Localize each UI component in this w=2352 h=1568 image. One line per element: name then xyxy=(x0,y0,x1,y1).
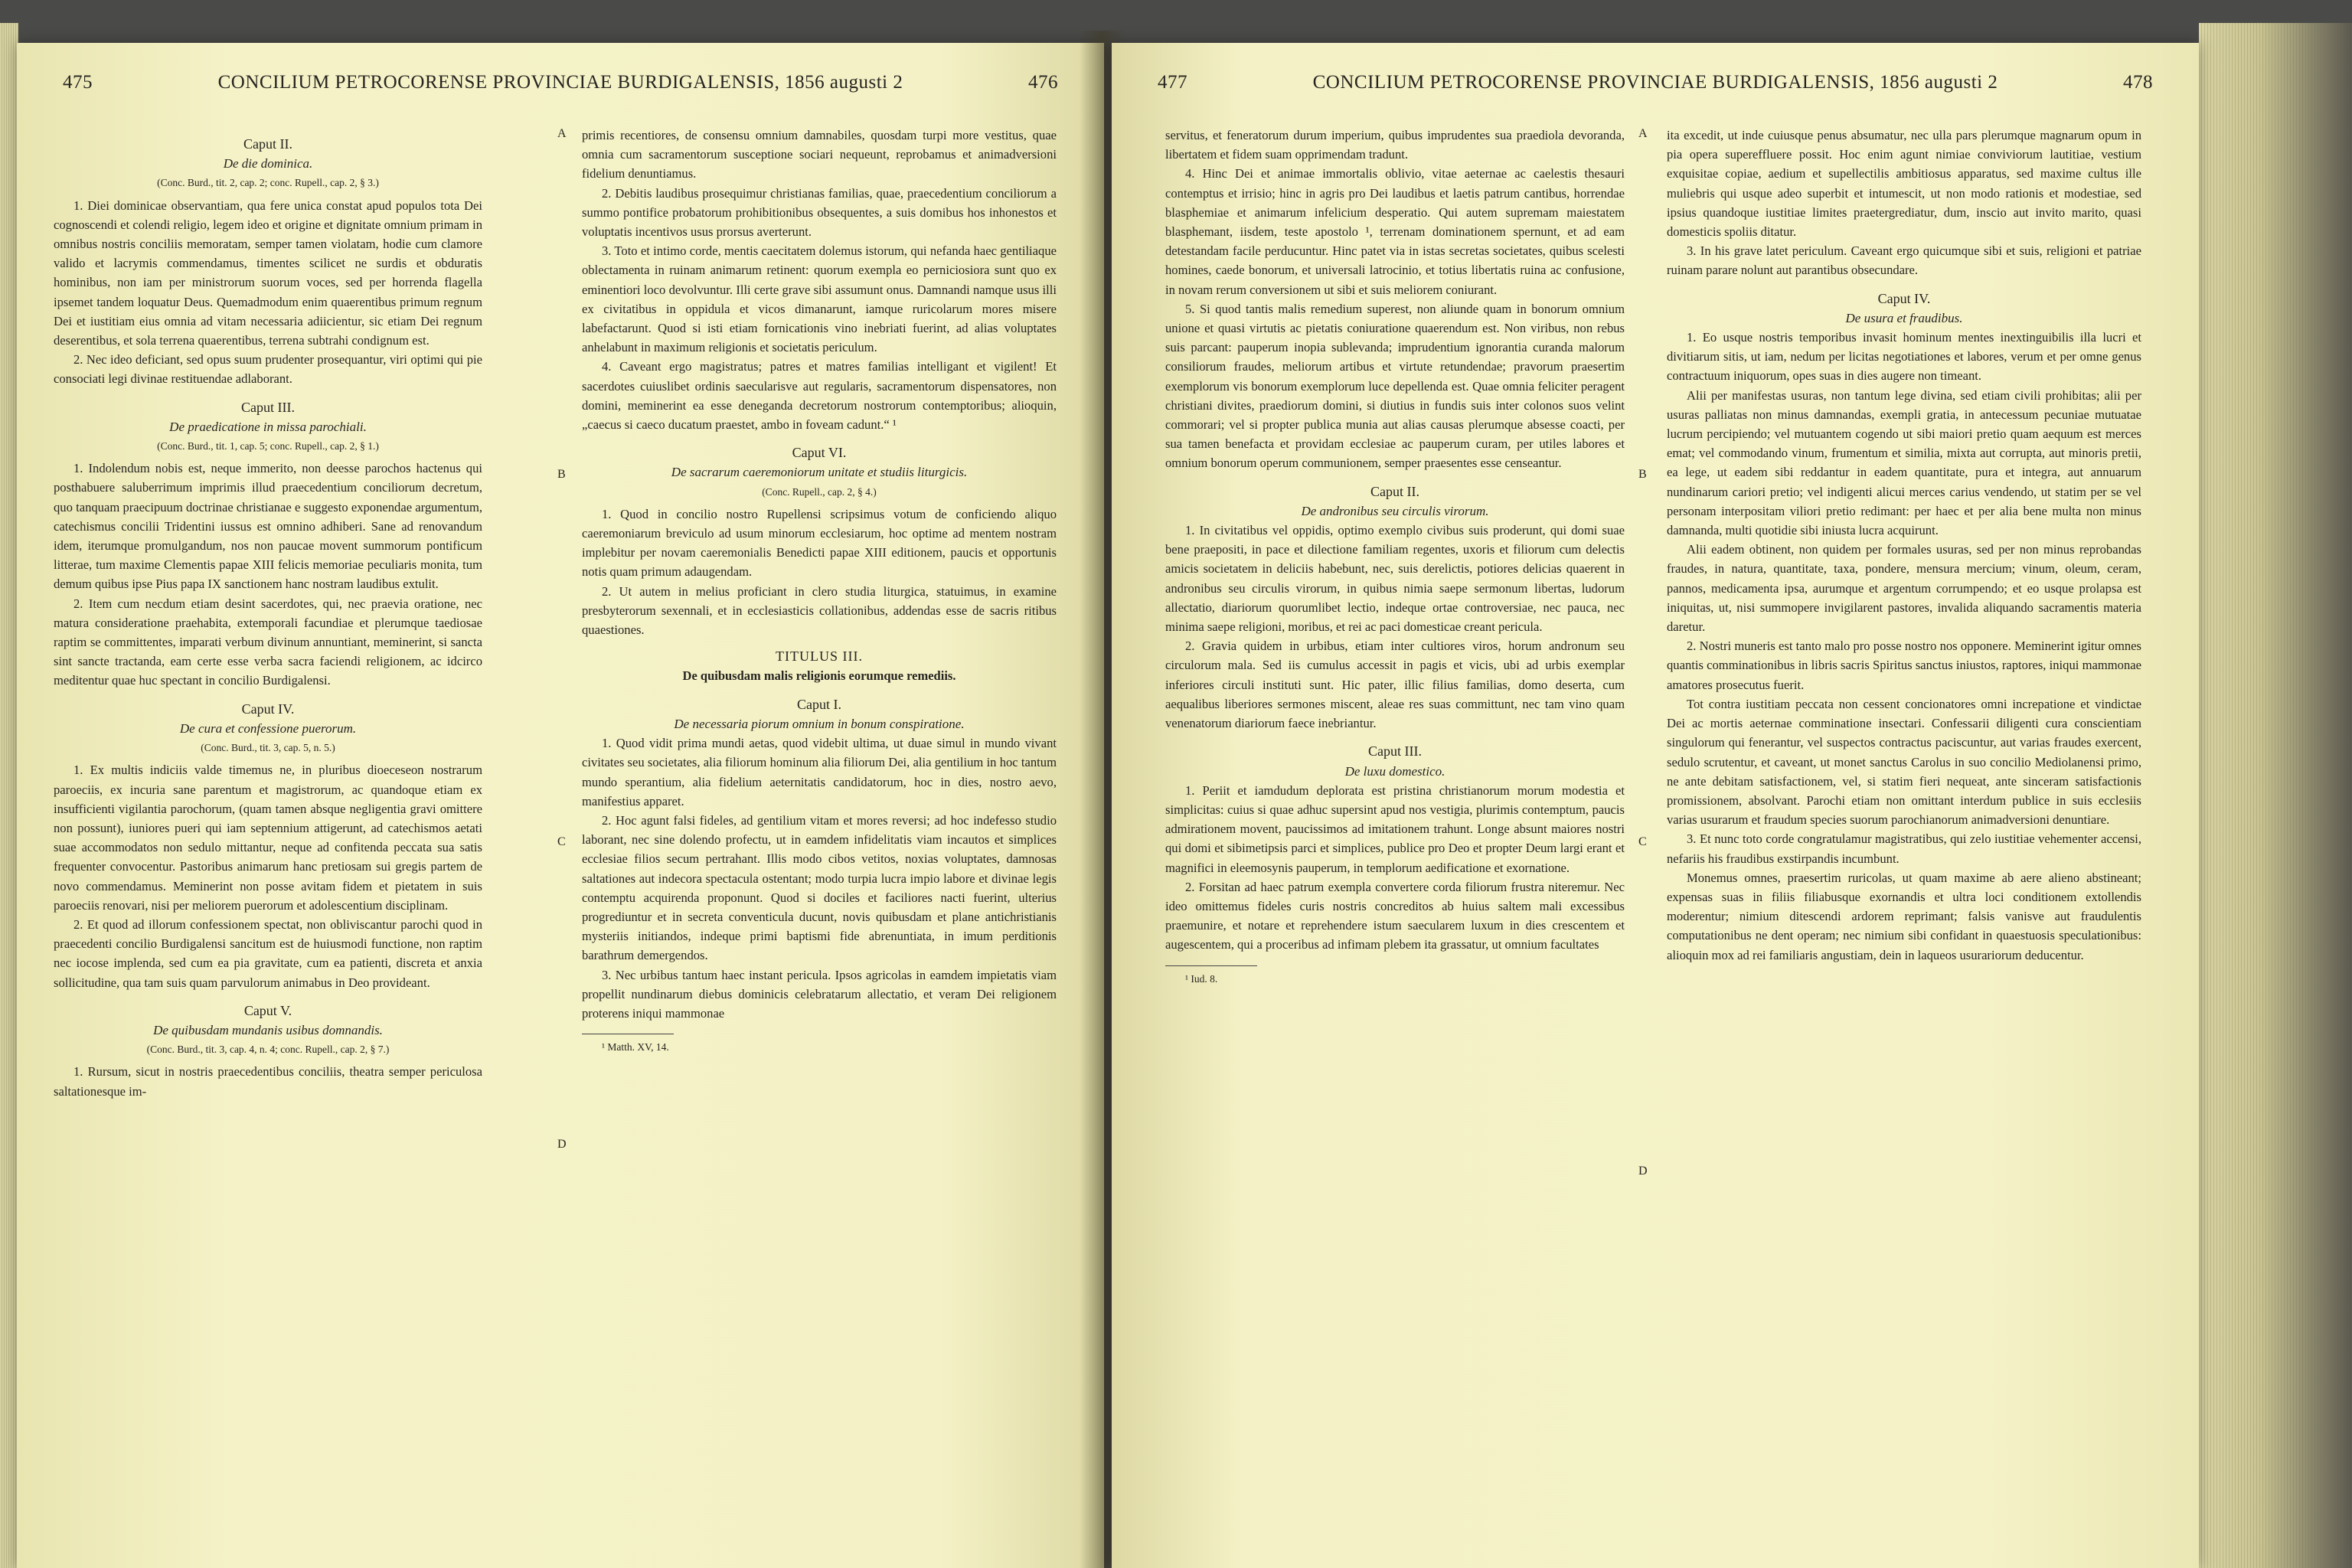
chapter-heading: Caput VI. xyxy=(792,445,847,461)
chapter-subtitle: De cura et confessione puerorum. xyxy=(179,720,357,736)
chapter-heading: Caput III. xyxy=(241,399,295,415)
chapter-heading: Caput II. xyxy=(243,136,292,152)
paragraph: Tot contra iustitiam peccata non cessent concionatores omni increpatione et vindictae Dei ac mortis aeternae comminatione insectari. Confessarii diligenti cura conscientiam singulorum qui fenerantur, vel suspectos contractus paciscuntur, aut varias fraudes exercent, sedulo scrutentur, et caveant, ut monet sanctus Carolus in suo concilio Mediolanensi primo, ne ante debitam satisfactionem, vel, si statim fieri nequeat, ante sinceram satisfactionis promissionem, absolvant. Parochi etiam non omittant interdum publice in suis ecclesiis varias usurarum et fraudum species suorum parochianorum animadversioni denuntiare. xyxy=(1667,696,2141,828)
paragraph: 2. Forsitan ad haec patrum exempla convertere corda filiorum frustra niteremur. Nec ideo omittemus fideles curis nostris concreditos ab huius saltem mali excessibus praemunire, et notare et reprehendere istum saecularem luxum in dies crescentem et augescentem, qui a proceribus ad infimam plebem ita grassatur, ut omnium facultates xyxy=(1165,879,1625,952)
left-page-column-1 xyxy=(54,126,482,1101)
page-number-right: 478 xyxy=(2123,72,2153,93)
source-reference: (Conc. Rupell., cap. 2, § 4.) xyxy=(762,485,877,498)
titulus-subtitle: De quibusdam malis religionis eorumque remediis. xyxy=(682,668,956,684)
source-reference: (Conc. Burd., tit. 2, cap. 2; conc. Rupell., cap. 2, § 3.) xyxy=(157,177,379,189)
paragraph: 2. Et quod ad illorum confessionem spectat, non obliviscantur parochi quod in praecedenti concilio Burdigalensi sancitum est de huiusmodi functione, non raptim nec iocose implenda, sed cum ea pia gravitate, cum ea patienti, discreta et anxia sollicitudine, qua tam suis quam parvulorum animabus in Deo provideant. xyxy=(54,916,482,990)
paragraph: 2. Item cum necdum etiam desint sacerdotes, qui, nec praevia oratione, nec matura consideratione praehabita, extemporali facundiae et plerumque taediosae raptim se committentes, imparati verbum divinum annuntiant, meminerint, si sancta sint sancte tractanda, eam certe esse verba sacra faciendi religionem, ac idcirco meditentur quae huc spectant in concilio Burdigalensi. xyxy=(54,596,482,688)
footnote: ¹ Matth. XV, 14. xyxy=(602,1041,669,1054)
chapter-heading: Caput V. xyxy=(243,1002,292,1018)
margin-letter-a: A xyxy=(1638,127,1648,140)
paragraph: 5. Si quod tantis malis remedium superest, non aliunde quam in bonorum omnium unione et quasi virtutis ac pietatis coniuratione quaerendum est. Non viribus, non rebus suis parcant: pauperum inopia sublevanda; imprudentium ignorantia curanda malorum consiliorum fraudes, meliorum artibus et virtute retundendae; pravorum praesertim exemplorum vis bonorum exemplorum luce depellenda est. Quae omnia feliciter peragent christiani divites, praediorum domini, si diutius in fundis suis inter colonos suos velint commorari; vel si propter publica munia aut alias causas plerumque absesse coacti, per sua tamen benefacta et providam ecclesiae ac pauperum curam, per utiles labores et omnium bonorum operum communionem, semper praesentes esse censeantur. xyxy=(1165,301,1625,471)
margin-letter-c: C xyxy=(557,835,566,848)
paragraph: 4. Caveant ergo magistratus; patres et matres familias intelligant et vigilent! Et sacerdotes cuiuslibet ordinis saecularisve aut regularis, sacramentorum dispensatores, non domini, meminerint ea esse deneganda decretorum nostrorum contemptoribus; alioquin, „caecus si caeco ducatum praestet, ambo in foveam cadunt.“ ¹ xyxy=(582,359,1057,433)
page-number-right: 476 xyxy=(1028,72,1058,93)
paragraph: 3. Et nunc toto corde congratulamur magistratibus, qui zelo iustitiae vehementer accensi, nefariis his fraudibus exstirpandis incumbunt. xyxy=(1667,831,2141,866)
source-reference: (Conc. Burd., tit. 1, cap. 5; conc. Rupell., cap. 2, § 1.) xyxy=(157,440,379,452)
paragraph: 2. Hoc agunt falsi fideles, ad gentilium vitam et mores reversi; ad hoc indefesso studio laborant, nec sine dolendo profectu, ut in eamdem infidelitatis viam incautos et simplices ecclesiae filios secum pertrahant. Illis modo cibos vetitos, noxias voluptates, damnosas saltationes aut indecora spectacula ostentant; modo turpia lucra impio labore et divinae legis contemptu acquirenda proponunt. Quod si dociles et faciliores nacti fuerint, ulterius progrediuntur et in secreta conventicula ducunt, novis quibusdam et plane antichristianis mysteriis initiandos, indeque primi baptismi fide abrenuntiata, in imum perditionis barathrum demergendos. xyxy=(582,812,1057,963)
chapter-subtitle: De die dominica. xyxy=(223,156,313,172)
paragraph: 1. In civitatibus vel oppidis, optimo exemplo civibus suis proderunt, qui domi suae bene praepositi, in pace et dilectione familiam regentes, uxoris et filiorum cum delectis amicis societatem in deliciis habebunt, nec, suis derelictis, potiores delicias quaerent in andronibus seu circulis virorum, in quibus nimia saepe sermonum libertas, ludorum allectatio, diariorum quorumlibet lectio, indeque ortae controversiae, nec pauca, nec minima saepe religioni, moribus, et rei ac paci domesticae creant pericula. xyxy=(1165,523,1625,635)
paragraph: 1. Quod vidit prima mundi aetas, quod videbit ultima, ut duae simul in mundo vivant civitates seu societates, alia filiorum hominum alia filiorum Dei, alia gentilium in hoc tantum mundo sperantium, alia fidelium aeternitatis candidatorum, hoc in dies, nostro aevo, manifestius apparet. xyxy=(582,736,1057,808)
page-number-left: 475 xyxy=(63,72,93,93)
chapter-subtitle: De necessaria piorum omnium in bonum conspiratione. xyxy=(674,716,965,731)
chapter-heading: Caput III. xyxy=(1368,743,1422,760)
left-page-header xyxy=(63,72,1058,103)
margin-letter-b: B xyxy=(1638,468,1647,481)
paragraph: Monemus omnes, praesertim ruricolas, ut quam maxime ab aere alieno abstineant; expensas suas in filiis filiabusque exornandis et ultra loci conditionem extollendis moderentur; nimium ditescendi ardorem reprimant; falsis vanisve aut fraudulentis computationibus ne dent operam; nec nimium sibi confidant in quaestuosis speculationibus: alioquin mox ad rei familiaris angustiam, dein in laqueos usurariorum deducentur. xyxy=(1667,870,2141,962)
paragraph: 1. Eo usque nostris temporibus invasit hominum mentes inextinguibilis illa lucri et divitiarum sitis, ut iam, nedum per licitas negotiationes et labores, verum et per omne genus contractuum iniquorum, opes suas in dies augere non timeant. xyxy=(1667,330,2141,384)
paragraph: Alii per manifestas usuras, non tantum lege divina, sed etiam civili prohibitas; alii per usuras palliatas non minus damnandas, exempli gratia, in antecessum pecuniae mutuatae lucrum percipiendo; vel mutuantem cogendo ut sibi maiori pretio quam aequum est merces emat; vel commodando vinum, frumentum et similia, mixta aut corrupta, aut minoris pretii, ea lege, ut eadem sibi reddantur in eadem quantitate, pura et integra, aut annuarum nundinarum cariori pretio; vel indigenti alicui merces carius vendendo, ut statim per se vel personam interpositam viliori pretio redimant: per haec et per alia bene multa non minus damnanda, multi quotidie sibi iniusta lucra acquirunt. xyxy=(1667,387,2141,538)
footnote-rule xyxy=(1165,965,1257,966)
paragraph: 1. Diei dominicae observantiam, qua fere unica constat apud populos tota Dei cognoscendi et colendi religio, legem ideo et origine et dignitate omnium primam in omnibus nostris conciliis memoratam, semper tamen violatam, hodie cum clamore valido et lacrymis commendamus, timentes scilicet ne surdis et obduratis hominibus, non iam per ministrorum suorum voces, sed per horrenda flagella ipsemet tandem loquatur Deus. Quemadmodum enim quaerentibus primum regnum Dei et iustitiam eius omnia ad vitam necessaria adiicientur, sic etiam Dei regnum deserentibus, et sola terrena quaerentibus, terrena subtrahi condignum est. xyxy=(54,198,482,348)
book-edge-right xyxy=(2199,23,2352,1568)
running-title: CONCILIUM PETROCORENSE PROVINCIAE BURDIGALENSIS, 1856 augusti 2 xyxy=(1312,72,1998,93)
paragraph-continuation: ita excedit, ut inde cuiusque penus absumatur, nec ulla pars plerumque magnarum opum in pia opera supereffluere possit. Hoc enim agunt nimiae conviviorum lautitiae, vestium exquisitae copiae, aedium et supellectilis ambitiosus apparatus, sed maxime cultus ille muliebris qui usque adeo superbit et intumescit, ut non modo rationis et modestiae, sed ipsius quandoque iustitiae limites praetergrediatur, dum, inscio aut invito marito, quasi domesticis spoliis ditatur. xyxy=(1667,128,2141,240)
chapter-subtitle: De sacrarum caeremoniorum unitate et studiis liturgicis. xyxy=(671,465,968,480)
paragraph-continuation: primis recentiores, de consensu omnium damnabiles, quosdam turpi more vestitus, quae omnia cum sacramentorum susceptione sociari nequeunt, reprobamus et animadversioni fidelium denuntiamus. xyxy=(582,128,1057,181)
chapter-subtitle: De luxu domestico. xyxy=(1344,763,1446,779)
right-page-header xyxy=(1158,72,2153,103)
paragraph: 4. Hinc Dei et animae immortalis oblivio, vitae aeternae ac caelestis thesauri contemptus et irrisio; hinc in agris pro Dei laudibus et laetis patrum cantibus, horrendae blasphemiae et animarum infelicium desperatio. Qui autem supremam maiestatem blasphemant, iisdem, teste apostolo ¹, terrenam dominationem spernunt, et ad eam detestandam facile perducuntur. Hinc patet via in istas secretas societates, quibus scelesti homines, caede bonorum, et universali latrocinio, et totius libertatis ruina ac confusione, in novam rerum conversionem ut sibi et suis meliorem coniurant. xyxy=(1165,166,1625,297)
right-page-column-1 xyxy=(1165,126,1625,988)
margin-letter-d: D xyxy=(1638,1165,1648,1178)
margin-letter-d: D xyxy=(557,1138,567,1151)
chapter-heading: Caput I. xyxy=(797,696,841,712)
paragraph: 2. Ut autem in melius proficiant in clero studia liturgica, statuimus, in examine presbyterorum sexennali, et in ecclesiasticis collationibus, addendas esse de sacris ritibus quaestiones. xyxy=(582,583,1057,638)
paragraph: 1. Quod in concilio nostro Rupellensi scripsimus votum de conficiendo aliquo caeremoniarum breviculo ad usum minorum ecclesiarum, hoc optime ad mentem nostram implebitur per novam caeremonialis Benedicti papae XIII editionem, paucis et opportunis notis quam primum adaugendam. xyxy=(582,506,1057,580)
left-page xyxy=(17,43,1104,1568)
chapter-subtitle: De usura et fraudibus. xyxy=(1845,310,1963,325)
source-reference: (Conc. Burd., tit. 3, cap. 5, n. 5.) xyxy=(201,742,335,754)
paragraph: 1. Indolendum nobis est, neque immerito, non deesse parochos hactenus qui posthabuere saluberrimum imprimis illud praecedentium conciliorum decretum, quo tanquam praecipuum doctrinae christianae e suggesto exponendae argumentum, catechismus concilii Tridentini iussus est omnino adhiberi. Sane ad renovandum idem, iterumque promulgandum, nos non paucae movent summorum pontificum litterae, tum maxime Clementis papae XIII felicis memoriae peculiaris monita, tum demum quibus ipse Pius papa IX sanctionem hanc nostram laudibus extulit. xyxy=(54,461,482,592)
paragraph: 1. Ex multis indiciis valde timemus ne, in pluribus dioeceseon nostrarum paroeciis, ex incuria sane parentum et magistrorum, ac quandoque etiam ex insufficienti vigilantia parochorum, (quam tamen absque negligentia gravi omittere non possunt), iuniores pueri qui iam septennium attigerunt, ad catechismos aetati suae accommodatos non sedulo mittantur, neque ad confitenda peccata sua satis frequenter convocentur. Pastoribus animarum hanc pretiosam sui gregis partem de novo commendamus. Meminerint non posse avitam fidem et pietatem in suis paroeciis renovari, nisi per meliorem puerorum et adolescentium disciplinam. xyxy=(54,763,482,913)
paragraph: 1. Rursum, sicut in nostris praecedentibus conciliis, theatra semper periculosa saltationesque im- xyxy=(54,1064,482,1099)
footnote: ¹ Iud. 8. xyxy=(1185,972,1218,985)
paragraph: 3. Nec urbibus tantum haec instant pericula. Ipsos agricolas in eamdem impietatis viam propellit nundinarum diebus dominicis celebratarum allectatio, et veram Dei religionem proterens iniqui mammonae xyxy=(582,967,1057,1021)
chapter-subtitle: De andronibus seu circulis virorum. xyxy=(1301,503,1489,518)
chapter-subtitle: De praedicatione in missa parochiali. xyxy=(169,419,367,434)
paragraph: 2. Nec ideo deficiant, sed opus suum prudenter prosequantur, viri optimi qui pie consociati legi divinae restituendae adlaborant. xyxy=(54,352,482,387)
paragraph: 2. Nostri muneris est tanto malo pro posse nostro nos opponere. Meminerint igitur omnes quantis comminationibus in libris sacris Spiritus sanctus iniustos, raptores, iniqui mammonae amatores prosecutus fuerit. xyxy=(1667,639,2141,692)
chapter-heading: Caput IV. xyxy=(241,701,295,717)
paragraph: 3. In his grave latet periculum. Caveant ergo quicumque sibi et suis, religioni et patriae ruinam parare nolunt aut parantibus obsecundare. xyxy=(1667,243,2141,278)
chapter-subtitle: De quibusdam mundanis usibus domnandis. xyxy=(153,1022,383,1037)
running-title: CONCILIUM PETROCORENSE PROVINCIAE BURDIGALENSIS, 1856 augusti 2 xyxy=(217,72,903,93)
chapter-heading: Caput IV. xyxy=(1877,290,1931,306)
right-page xyxy=(1112,43,2199,1568)
chapter-heading: Caput II. xyxy=(1370,483,1419,499)
page-number-left: 477 xyxy=(1158,72,1187,93)
paragraph: 2. Debitis laudibus prosequimur christianas familias, quae, praecedentium conciliorum a summo pontifice probatorum prohibitionibus obsequentes, a suis domibus hos inhonestos et voluptatis incentivos usus prorsus averterunt. xyxy=(582,185,1057,240)
source-reference: (Conc. Burd., tit. 3, cap. 4, n. 4; conc. Rupell., cap. 2, § 7.) xyxy=(146,1044,390,1056)
right-page-column-2 xyxy=(1667,126,2141,965)
margin-letter-c: C xyxy=(1638,835,1647,848)
book-edge-left xyxy=(0,23,18,1568)
paragraph: 2. Gravia quidem in urbibus, etiam inter cultiores viros, horum andronum seu circulorum mala. Sed iis cumulus accessit in pagis et vicis, ubi ad urbis exemplar inferiores circuli instituti sunt. Hic pater, illic filius familias, domo deserta, cum aequalibus liberiores sermones miscent, aleae res suas committunt, nec tam vino quam venenatorum diariorum faece inebriantur. xyxy=(1165,639,1625,731)
titulus-heading: TITULUS III. xyxy=(776,648,863,665)
paragraph: Alii eadem obtinent, non quidem per formales usuras, sed per non minus reprobandas fraudes, in natura, quantitate, taxa, pondere, mensura mercium; vinum, oleum, ceram, pannos, medicamenta ipsa, aurumque et argentum corrumpendo; et eo usque prolapsa est iniquitas, ut, nisi summopere invigilarent pastores, invalida aliquando sacramentis materia daretur. xyxy=(1667,542,2141,635)
left-page-column-2 xyxy=(582,126,1057,1057)
paragraph: 1. Periit et iamdudum deplorata est pristina christianorum morum modestia et simplicitas: cuius si quae adhuc supersint apud nos vestigia, plurimis contemptum, paucis admirationem movent, paucissimos ad imitationem trahunt. Longe absunt maiores nostri qui domi et sibimetipsis parci et simplices, publice pro Deo et propter Deum largi erant et magnifici in eleemosynis pauperum, in templorum aedificatione et exornatione. xyxy=(1165,782,1625,875)
margin-letter-b: B xyxy=(557,468,566,481)
paragraph-continuation: servitus, et feneratorum durum imperium, quibus imprudentes sua praediola devoranda, libertatem et fidem suam opprimendam tradunt. xyxy=(1165,128,1625,162)
margin-letter-a: A xyxy=(557,127,567,140)
paragraph: 3. Toto et intimo corde, mentis caecitatem dolemus istorum, qui nefanda haec gentiliaque oblectamenta in ruinam animarum retinent: quorum exempla eo perniciosiora sunt quo ex eminentiori loco devolvuntur. Illi certe grave sibi assumunt onus. Damnandi namque usus illi ex civitatibus in oppidula et vicos dimanarunt, iamque ruricolarum mores misere labefactarunt. Quod si isti etiam fornicationis vino inebriati fuerint, ad alias voluptates anhelabunt in maximum religionis et societatis periculum. xyxy=(582,243,1057,355)
